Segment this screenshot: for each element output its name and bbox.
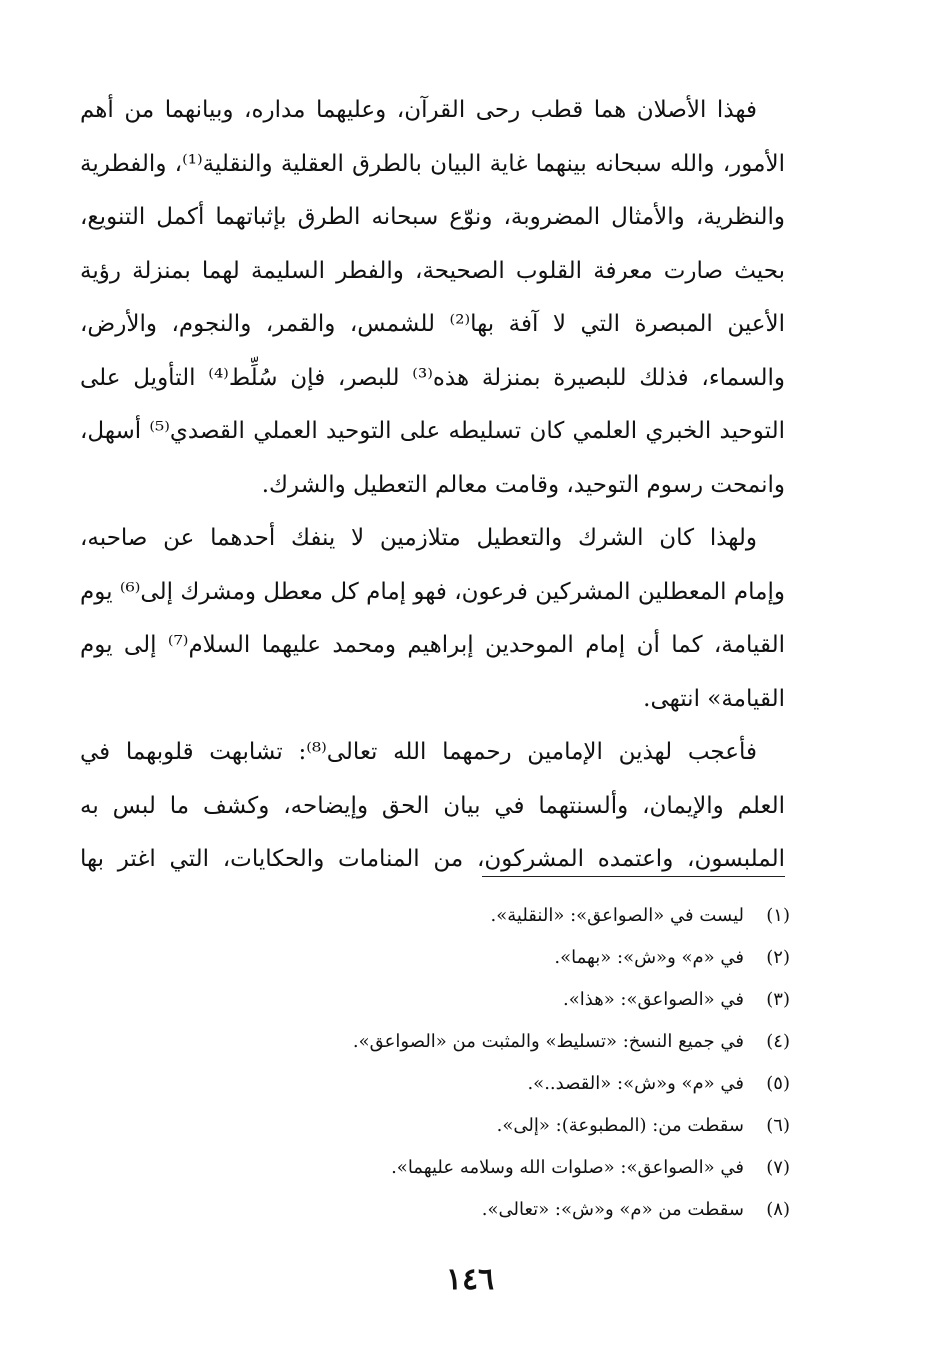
footnote-item — [80, 1189, 790, 1231]
text-line: الأعين المبصرة التي لا آفة بها⁽²⁾ للشمس، والقمر، والنجوم، والأرض، — [80, 311, 785, 337]
text-line: الأمور، والله سبحانه بينهما غاية البيان بالطرق العقلية والنقلية⁽¹⁾، والفطرية — [80, 150, 785, 177]
text-line: بحيث صارت معرفة القلوب الصحيحة، والفطر السليمة لهما بمنزلة رؤية — [80, 257, 785, 284]
footnote-text: في «م» و«ش»: «القصد..». — [527, 1073, 744, 1094]
text-line: العلم والإيمان، وألسنتهما في بيان الحق وإيضاحه، وكشف ما لبس به — [80, 792, 785, 819]
text-line: الملبسون، واعتمده المشركون، من المنامات والحكايات، التي اغتر بها — [80, 846, 785, 872]
footnote-item — [80, 1063, 790, 1105]
footnote-text: في «الصواعق»: «صلوات الله وسلامه عليهما». — [391, 1157, 744, 1178]
footnote-number: (٥) — [766, 1073, 790, 1094]
text-line: والنظرية، والأمثال المضروبة، ونوّع سبحانه الطرق بإثباتهما أكمل التنويع، — [80, 204, 785, 230]
text-line: والسماء، فذلك للبصيرة بمنزلة هذه⁽³⁾ للبصر، فإن سُلِّط⁽⁴⁾ التأويل على — [80, 364, 785, 391]
footnote-item — [80, 937, 790, 979]
text-line: وإمام المعطلين المشركين فرعون، فهو إمام كل معطل ومشرك إلى⁽⁶⁾ يوم — [80, 578, 785, 605]
footnote-item — [80, 1147, 790, 1189]
footnote-text: سقطت من «م» و«ش»: «تعالى». — [481, 1199, 744, 1220]
footnote-item — [80, 1021, 790, 1063]
text-line: ولهذا كان الشرك والتعطيل متلازمين لا ينفك أحدهما عن صاحبه، — [80, 525, 757, 551]
footnote-text: في «م» و«ش»: «بهما». — [554, 947, 744, 968]
page-number: ١٤٦ — [445, 1262, 495, 1297]
footnotes — [80, 895, 790, 1231]
footnote-number: (٦) — [766, 1115, 790, 1136]
text-line: وانمحت رسوم التوحيد، وقامت معالم التعطيل والشرك. — [261, 471, 785, 498]
footnote-divider — [482, 876, 785, 877]
footnote-item — [80, 1105, 790, 1147]
footnote-text: ليست في «الصواعق»: «النقلية». — [490, 905, 744, 926]
footnote-item — [80, 979, 790, 1021]
footnote-text: سقطت من: (المطبوعة): «إلى». — [496, 1115, 744, 1136]
footnote-number: (٧) — [766, 1157, 790, 1178]
main-text — [80, 84, 785, 887]
footnote-number: (٨) — [766, 1199, 790, 1220]
text-line: فهذا الأصلان هما قطب رحى القرآن، وعليهما مداره، وبيانهما من أهم — [80, 97, 757, 123]
text-line: فأعجب لهذين الإمامين رحمهما الله تعالى⁽⁸⁾: تشابهت قلوبهما في — [80, 739, 757, 765]
footnote-text: في جميع النسخ: «تسليط» والمثبت من «الصواعق». — [352, 1031, 744, 1052]
footnote-number: (١) — [766, 905, 790, 926]
text-line: القيامة، كما أن إمام الموحدين إبراهيم ومحمد عليهما السلام⁽⁷⁾ إلى يوم — [80, 632, 785, 658]
text-line: القيامة» انتهى. — [643, 685, 785, 712]
footnote-text: في «الصواعق»: «هذا». — [563, 989, 744, 1010]
footnote-number: (٣) — [766, 989, 790, 1010]
footnote-number: (٤) — [766, 1031, 790, 1052]
footnote-number: (٢) — [766, 947, 790, 968]
footnote-item — [80, 895, 790, 937]
text-line: التوحيد الخبري العلمي كان تسليطه على التوحيد العملي القصدي⁽⁵⁾ أسهل، — [80, 418, 785, 444]
